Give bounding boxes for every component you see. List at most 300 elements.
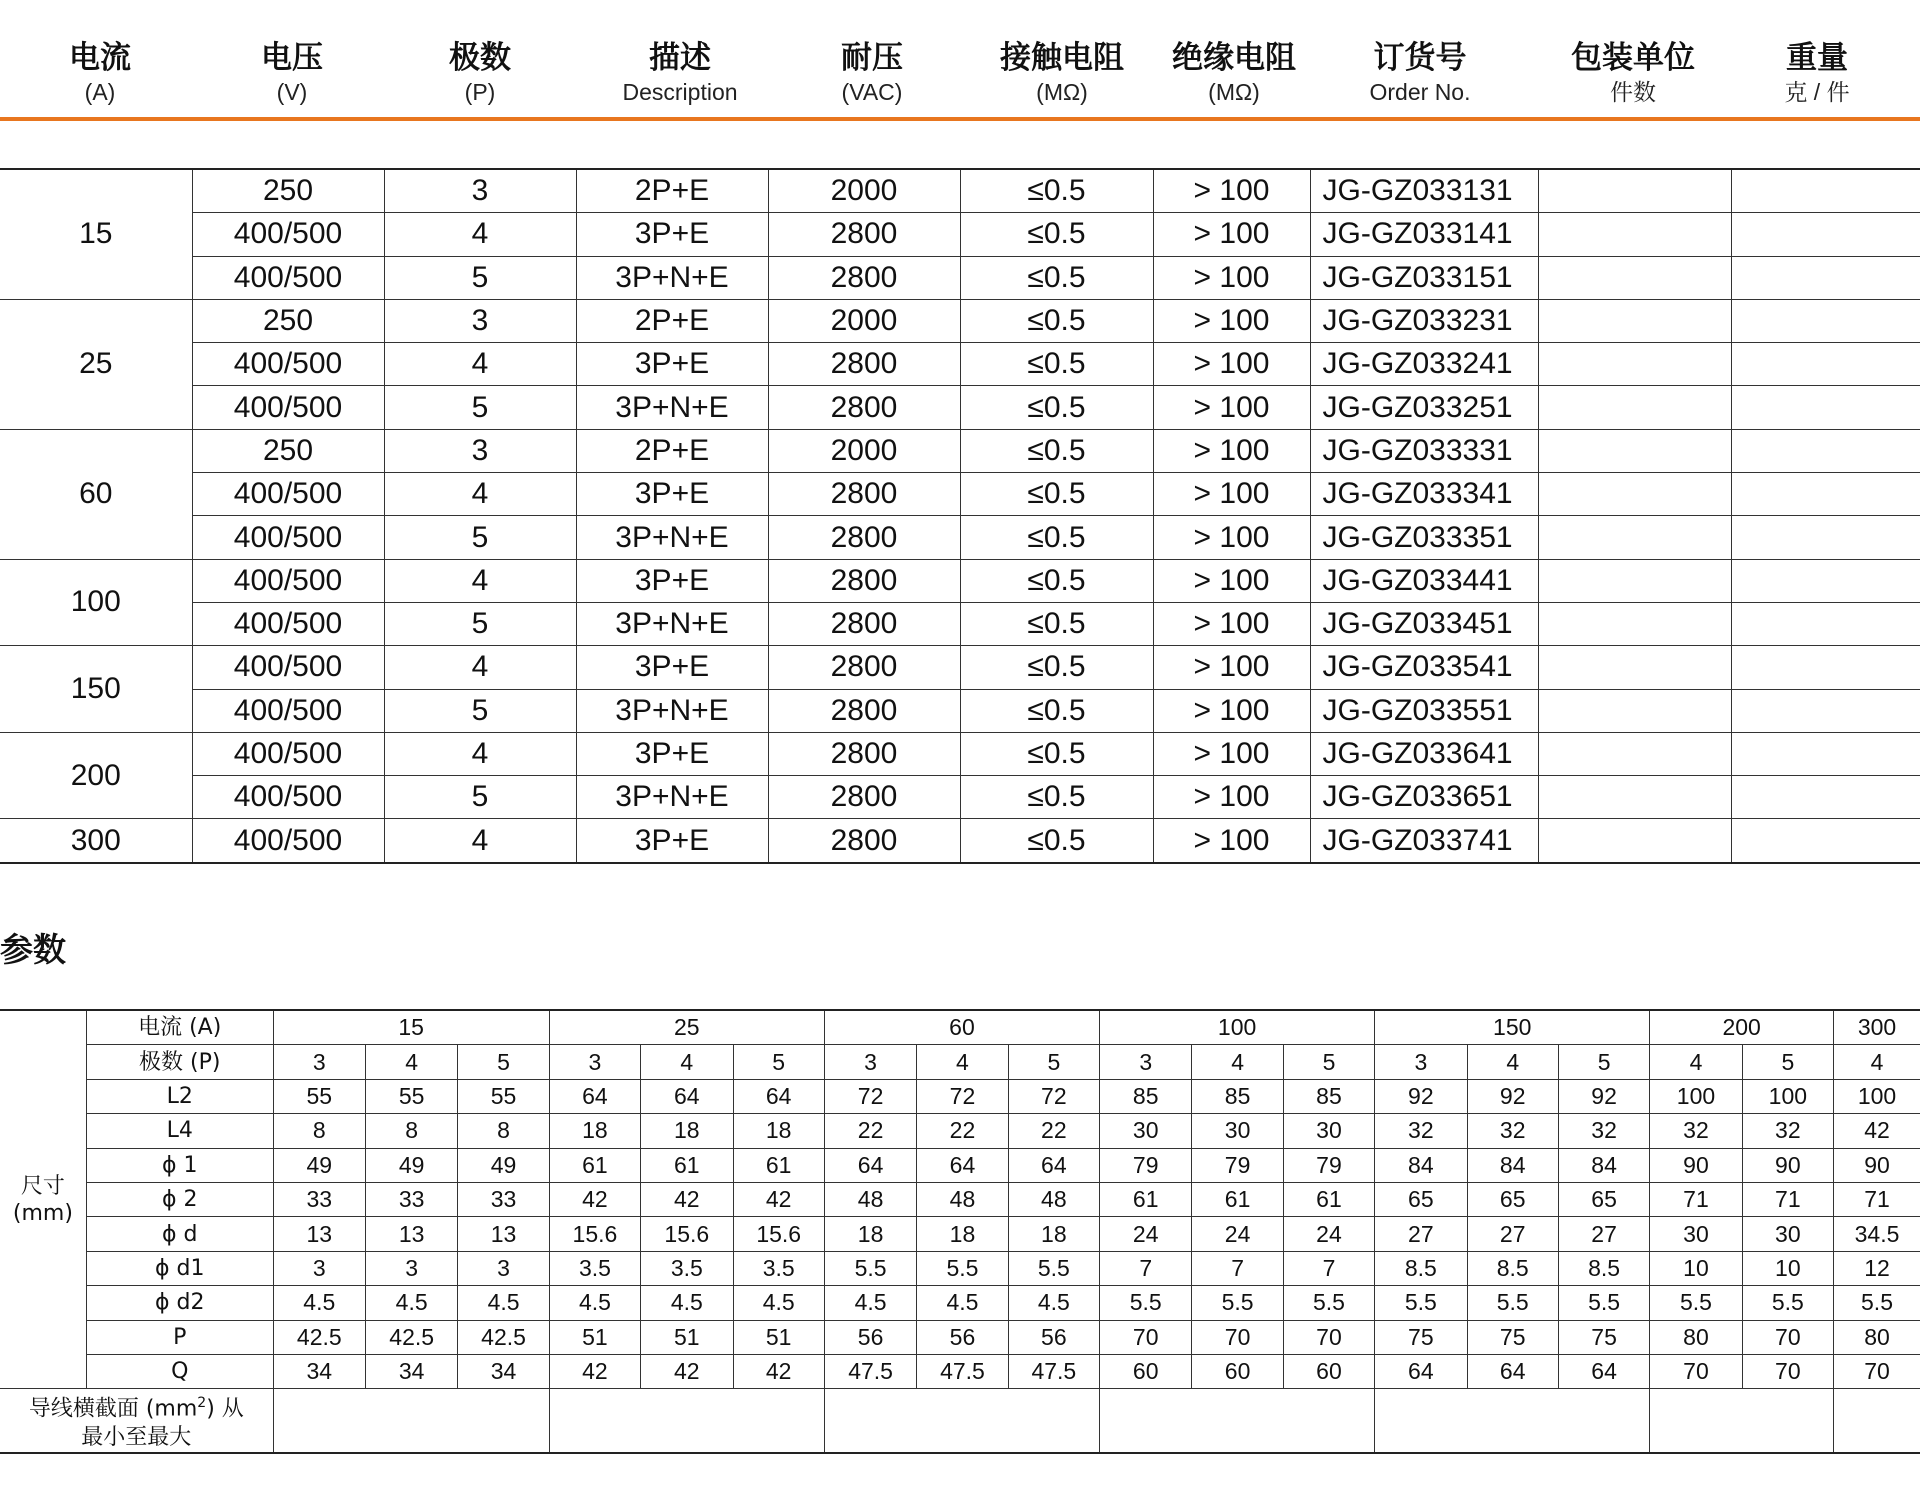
poles-cell: 4: [917, 1045, 1008, 1079]
param-value-cell: 8: [458, 1114, 549, 1148]
description-cell: 3P+N+E: [576, 602, 768, 645]
description-cell: 3P+N+E: [576, 516, 768, 559]
param-value-cell: 5.5: [824, 1251, 916, 1285]
param-value-cell: 5.5: [1100, 1286, 1192, 1320]
poles-cell: 5: [1558, 1045, 1649, 1079]
param-value-cell: 70: [1100, 1320, 1192, 1354]
withstand-cell: 2800: [768, 343, 960, 386]
contact-resistance-cell: ≤0.5: [960, 516, 1153, 559]
header-insulation-resistance: 绝缘电阻 (MΩ): [1172, 40, 1296, 105]
product-table: [0, 168, 1920, 864]
order-no-cell: JG-GZ033651: [1310, 776, 1538, 819]
param-value-cell: 13: [273, 1217, 365, 1251]
param-value-cell: 18: [549, 1114, 640, 1148]
weight-cell: [1731, 776, 1920, 819]
table-row: [0, 429, 1920, 472]
param-value-cell: 60: [1100, 1354, 1192, 1388]
param-value-cell: 4.5: [458, 1286, 549, 1320]
param-value-cell: 84: [1558, 1148, 1649, 1182]
param-value-cell: 24: [1192, 1217, 1283, 1251]
param-row-poles: [0, 1045, 1920, 1079]
weight-cell: [1731, 602, 1920, 645]
contact-resistance-cell: ≤0.5: [960, 819, 1153, 863]
poles-cell: 3: [1375, 1045, 1467, 1079]
weight-cell: [1731, 732, 1920, 775]
poles-cell: 4: [384, 646, 576, 689]
param-value-cell: 60: [1192, 1354, 1283, 1388]
voltage-cell: 400/500: [192, 473, 384, 516]
param-value-cell: 79: [1192, 1148, 1283, 1182]
pack-unit-cell: [1538, 256, 1731, 299]
wire-value-cell: [1834, 1389, 1920, 1453]
param-value-cell: 64: [917, 1148, 1008, 1182]
param-value-cell: 8.5: [1375, 1251, 1467, 1285]
param-value-cell: 7: [1192, 1251, 1283, 1285]
param-value-cell: 72: [917, 1079, 1008, 1113]
param-value-cell: 70: [1192, 1320, 1283, 1354]
poles-cell: 3: [273, 1045, 365, 1079]
param-value-cell: 5.5: [1008, 1251, 1099, 1285]
current-group-cell: 300: [1834, 1010, 1920, 1045]
table-row: [0, 819, 1920, 863]
withstand-cell: 2800: [768, 213, 960, 256]
param-value-cell: 12: [1834, 1251, 1920, 1285]
table-row: [0, 776, 1920, 819]
param-value-cell: 61: [641, 1148, 733, 1182]
parameter-table: [0, 1009, 1920, 1454]
withstand-cell: 2800: [768, 516, 960, 559]
param-value-cell: 30: [1100, 1114, 1192, 1148]
param-value-cell: 3.5: [733, 1251, 824, 1285]
param-value-cell: 5.5: [917, 1251, 1008, 1285]
wire-value-cell: [1100, 1389, 1375, 1453]
param-value-cell: 27: [1558, 1217, 1649, 1251]
wire-label-cell: [0, 1389, 273, 1453]
param-value-cell: 64: [549, 1079, 640, 1113]
param-label: ϕ d: [86, 1217, 273, 1251]
table-row: [0, 386, 1920, 429]
insulation-resistance-cell: > 100: [1153, 386, 1310, 429]
poles-cell: 4: [384, 213, 576, 256]
param-row: [0, 1079, 1920, 1113]
param-value-cell: 18: [917, 1217, 1008, 1251]
param-value-cell: 30: [1650, 1217, 1742, 1251]
param-value-cell: 5.5: [1650, 1286, 1742, 1320]
param-value-cell: 65: [1467, 1182, 1558, 1216]
param-value-cell: 70: [1283, 1320, 1374, 1354]
poles-cell: 3: [549, 1045, 640, 1079]
voltage-cell: 400/500: [192, 732, 384, 775]
param-value-cell: 10: [1650, 1251, 1742, 1285]
poles-cell: 5: [1008, 1045, 1099, 1079]
param-value-cell: 71: [1650, 1182, 1742, 1216]
param-row: [0, 1182, 1920, 1216]
description-cell: 2P+E: [576, 169, 768, 213]
voltage-cell: 400/500: [192, 689, 384, 732]
param-value-cell: 64: [1467, 1354, 1558, 1388]
contact-resistance-cell: ≤0.5: [960, 559, 1153, 602]
withstand-cell: 2800: [768, 473, 960, 516]
pack-unit-cell: [1538, 602, 1731, 645]
size-unit: (mm): [12, 1200, 73, 1226]
param-value-cell: 90: [1834, 1148, 1920, 1182]
param-value-cell: 30: [1192, 1114, 1283, 1148]
insulation-resistance-cell: > 100: [1153, 776, 1310, 819]
poles-cell: 5: [384, 386, 576, 429]
insulation-resistance-cell: > 100: [1153, 473, 1310, 516]
param-value-cell: 27: [1375, 1217, 1467, 1251]
order-no-cell: JG-GZ033551: [1310, 689, 1538, 732]
param-value-cell: 70: [1742, 1320, 1833, 1354]
param-value-cell: 79: [1283, 1148, 1374, 1182]
param-value-cell: 49: [273, 1148, 365, 1182]
param-value-cell: 70: [1742, 1354, 1833, 1388]
current-group-cell: 200: [1650, 1010, 1834, 1045]
wire-value-cell: [824, 1389, 1099, 1453]
header-withstand: 耐压 (VAC): [841, 40, 903, 105]
voltage-cell: 400/500: [192, 213, 384, 256]
param-row-wire: [0, 1389, 1920, 1453]
order-no-cell: JG-GZ033441: [1310, 559, 1538, 602]
current-group-cell: 60: [824, 1010, 1099, 1045]
param-value-cell: 18: [733, 1114, 824, 1148]
header-pack-unit: 包装单位 件数: [1571, 40, 1695, 105]
order-no-cell: JG-GZ033341: [1310, 473, 1538, 516]
param-value-cell: 33: [273, 1182, 365, 1216]
description-cell: 2P+E: [576, 429, 768, 472]
param-value-cell: 15.6: [733, 1217, 824, 1251]
table-row: [0, 299, 1920, 342]
table-row: [0, 732, 1920, 775]
contact-resistance-cell: ≤0.5: [960, 343, 1153, 386]
param-value-cell: 4.5: [733, 1286, 824, 1320]
table-row: [0, 689, 1920, 732]
poles-cell: 3: [824, 1045, 916, 1079]
pack-unit-cell: [1538, 169, 1731, 213]
order-no-cell: JG-GZ033641: [1310, 732, 1538, 775]
wire-label-text: 导线横截面 (mm: [28, 1396, 198, 1422]
param-value-cell: 75: [1375, 1320, 1467, 1354]
order-no-cell: JG-GZ033451: [1310, 602, 1538, 645]
param-value-cell: 42: [733, 1182, 824, 1216]
param-value-cell: 30: [1742, 1217, 1833, 1251]
param-value-cell: 92: [1467, 1079, 1558, 1113]
param-value-cell: 48: [824, 1182, 916, 1216]
withstand-cell: 2000: [768, 169, 960, 213]
weight-cell: [1731, 213, 1920, 256]
param-value-cell: 32: [1650, 1114, 1742, 1148]
param-value-cell: 4.5: [1008, 1286, 1099, 1320]
table-header: [0, 0, 1920, 118]
poles-cell: 4: [641, 1045, 733, 1079]
param-value-cell: 42: [549, 1354, 640, 1388]
insulation-resistance-cell: > 100: [1153, 429, 1310, 472]
insulation-resistance-cell: > 100: [1153, 732, 1310, 775]
pack-unit-cell: [1538, 473, 1731, 516]
description-cell: 3P+E: [576, 343, 768, 386]
poles-cell: 5: [384, 602, 576, 645]
order-no-cell: JG-GZ033351: [1310, 516, 1538, 559]
poles-cell: 3: [384, 299, 576, 342]
contact-resistance-cell: ≤0.5: [960, 689, 1153, 732]
param-value-cell: 90: [1650, 1148, 1742, 1182]
poles-cell: 5: [384, 516, 576, 559]
poles-cell: 4: [384, 343, 576, 386]
param-value-cell: 18: [824, 1217, 916, 1251]
pack-unit-cell: [1538, 559, 1731, 602]
param-value-cell: 42: [641, 1182, 733, 1216]
weight-cell: [1731, 343, 1920, 386]
param-value-cell: 33: [458, 1182, 549, 1216]
insulation-resistance-cell: > 100: [1153, 819, 1310, 863]
poles-cell: 5: [384, 689, 576, 732]
param-value-cell: 5.5: [1283, 1286, 1374, 1320]
param-value-cell: 75: [1467, 1320, 1558, 1354]
param-value-cell: 3.5: [549, 1251, 640, 1285]
param-value-cell: 61: [1283, 1182, 1374, 1216]
param-label: ϕ 1: [86, 1148, 273, 1182]
param-value-cell: 42: [1834, 1114, 1920, 1148]
param-value-cell: 85: [1283, 1079, 1374, 1113]
insulation-resistance-cell: > 100: [1153, 516, 1310, 559]
table-row: [0, 646, 1920, 689]
contact-resistance-cell: ≤0.5: [960, 256, 1153, 299]
wire-value-cell: [1650, 1389, 1834, 1453]
param-value-cell: 3: [273, 1251, 365, 1285]
param-label: ϕ d1: [86, 1251, 273, 1285]
table-row: [0, 343, 1920, 386]
voltage-cell: 400/500: [192, 256, 384, 299]
current-group-cell: 15: [273, 1010, 549, 1045]
poles-cell: 4: [384, 559, 576, 602]
param-value-cell: 75: [1558, 1320, 1649, 1354]
param-label: L2: [86, 1079, 273, 1113]
param-value-cell: 34.5: [1834, 1217, 1920, 1251]
param-value-cell: 61: [733, 1148, 824, 1182]
pack-unit-cell: [1538, 689, 1731, 732]
param-value-cell: 92: [1558, 1079, 1649, 1113]
param-value-cell: 85: [1100, 1079, 1192, 1113]
voltage-cell: 400/500: [192, 646, 384, 689]
header-poles: 极数 (P): [449, 40, 511, 105]
param-label: Q: [86, 1354, 273, 1388]
weight-cell: [1731, 819, 1920, 863]
param-value-cell: 85: [1192, 1079, 1283, 1113]
weight-cell: [1731, 689, 1920, 732]
current-group-cell: 100: [1100, 1010, 1375, 1045]
param-value-cell: 72: [1008, 1079, 1099, 1113]
param-value-cell: 4.5: [273, 1286, 365, 1320]
param-value-cell: 64: [733, 1079, 824, 1113]
param-value-cell: 24: [1100, 1217, 1192, 1251]
insulation-resistance-cell: > 100: [1153, 559, 1310, 602]
order-no-cell: JG-GZ033541: [1310, 646, 1538, 689]
param-value-cell: 42: [549, 1182, 640, 1216]
param-value-cell: 4.5: [365, 1286, 457, 1320]
param-value-cell: 65: [1375, 1182, 1467, 1216]
param-value-cell: 71: [1742, 1182, 1833, 1216]
voltage-cell: 250: [192, 429, 384, 472]
wire-value-cell: [1375, 1389, 1650, 1453]
withstand-cell: 2800: [768, 559, 960, 602]
param-value-cell: 61: [1100, 1182, 1192, 1216]
header-current: 电流 (A): [69, 40, 131, 105]
param-value-cell: 64: [1008, 1148, 1099, 1182]
table-row: [0, 516, 1920, 559]
poles-cell: 3: [1100, 1045, 1192, 1079]
contact-resistance-cell: ≤0.5: [960, 732, 1153, 775]
param-value-cell: 92: [1375, 1079, 1467, 1113]
pack-unit-cell: [1538, 299, 1731, 342]
param-value-cell: 32: [1375, 1114, 1467, 1148]
weight-cell: [1731, 473, 1920, 516]
param-value-cell: 84: [1375, 1148, 1467, 1182]
contact-resistance-cell: ≤0.5: [960, 602, 1153, 645]
withstand-cell: 2800: [768, 689, 960, 732]
contact-resistance-cell: ≤0.5: [960, 429, 1153, 472]
param-row: [0, 1286, 1920, 1320]
param-value-cell: 47.5: [1008, 1354, 1099, 1388]
pack-unit-cell: [1538, 516, 1731, 559]
withstand-cell: 2800: [768, 602, 960, 645]
voltage-cell: 250: [192, 299, 384, 342]
param-value-cell: 47.5: [917, 1354, 1008, 1388]
pack-unit-cell: [1538, 646, 1731, 689]
param-label: L4: [86, 1114, 273, 1148]
poles-cell: 5: [458, 1045, 549, 1079]
param-value-cell: 7: [1283, 1251, 1374, 1285]
description-cell: 3P+N+E: [576, 689, 768, 732]
param-value-cell: 84: [1467, 1148, 1558, 1182]
contact-resistance-cell: ≤0.5: [960, 646, 1153, 689]
section-title: 参数: [0, 930, 66, 969]
param-value-cell: 3: [365, 1251, 457, 1285]
param-label: 电流 (A): [86, 1010, 273, 1045]
param-value-cell: 27: [1467, 1217, 1558, 1251]
param-row: [0, 1148, 1920, 1182]
weight-cell: [1731, 516, 1920, 559]
param-value-cell: 64: [1375, 1354, 1467, 1388]
param-row: [0, 1354, 1920, 1388]
poles-cell: 3: [384, 169, 576, 213]
weight-cell: [1731, 256, 1920, 299]
table-row: [0, 256, 1920, 299]
insulation-resistance-cell: > 100: [1153, 646, 1310, 689]
param-row: [0, 1320, 1920, 1354]
param-value-cell: 22: [1008, 1114, 1099, 1148]
param-value-cell: 42.5: [458, 1320, 549, 1354]
param-value-cell: 64: [641, 1079, 733, 1113]
param-value-cell: 51: [549, 1320, 640, 1354]
pack-unit-cell: [1538, 343, 1731, 386]
insulation-resistance-cell: > 100: [1153, 213, 1310, 256]
param-value-cell: 5.5: [1742, 1286, 1833, 1320]
withstand-cell: 2800: [768, 256, 960, 299]
param-value-cell: 51: [641, 1320, 733, 1354]
withstand-cell: 2800: [768, 776, 960, 819]
description-cell: 3P+E: [576, 559, 768, 602]
pack-unit-cell: [1538, 429, 1731, 472]
insulation-resistance-cell: > 100: [1153, 343, 1310, 386]
header-contact-resistance: 接触电阻 (MΩ): [1000, 40, 1124, 105]
param-value-cell: 5.5: [1834, 1286, 1920, 1320]
current-cell: 100: [0, 559, 192, 646]
param-value-cell: 3.5: [641, 1251, 733, 1285]
description-cell: 3P+E: [576, 732, 768, 775]
param-value-cell: 65: [1558, 1182, 1649, 1216]
table-row: [0, 602, 1920, 645]
header-voltage: 电压 (V): [261, 40, 323, 105]
param-value-cell: 4.5: [641, 1286, 733, 1320]
param-value-cell: 32: [1558, 1114, 1649, 1148]
withstand-cell: 2800: [768, 819, 960, 863]
voltage-cell: 400/500: [192, 559, 384, 602]
param-value-cell: 61: [1192, 1182, 1283, 1216]
contact-resistance-cell: ≤0.5: [960, 169, 1153, 213]
weight-cell: [1731, 429, 1920, 472]
voltage-cell: 400/500: [192, 819, 384, 863]
param-value-cell: 47.5: [824, 1354, 916, 1388]
contact-resistance-cell: ≤0.5: [960, 213, 1153, 256]
param-value-cell: 15.6: [641, 1217, 733, 1251]
weight-cell: [1731, 386, 1920, 429]
param-value-cell: 80: [1650, 1320, 1742, 1354]
order-no-cell: JG-GZ033241: [1310, 343, 1538, 386]
wire-label-line1: [0, 1389, 273, 1423]
poles-cell: 5: [1283, 1045, 1374, 1079]
param-value-cell: 8: [365, 1114, 457, 1148]
param-value-cell: 71: [1834, 1182, 1920, 1216]
param-value-cell: 70: [1834, 1354, 1920, 1388]
param-value-cell: 72: [824, 1079, 916, 1113]
wire-label-text-end: ) 从: [206, 1396, 244, 1422]
param-value-cell: 5.5: [1558, 1286, 1649, 1320]
pack-unit-cell: [1538, 776, 1731, 819]
order-no-cell: JG-GZ033331: [1310, 429, 1538, 472]
param-value-cell: 34: [458, 1354, 549, 1388]
param-label: ϕ 2: [86, 1182, 273, 1216]
contact-resistance-cell: ≤0.5: [960, 776, 1153, 819]
param-row: [0, 1251, 1920, 1285]
header-weight: 重量 克 / 件: [1784, 40, 1850, 105]
contact-resistance-cell: ≤0.5: [960, 473, 1153, 516]
header-description: 描述 Description: [622, 40, 738, 105]
param-value-cell: 100: [1742, 1079, 1833, 1113]
param-value-cell: 64: [824, 1148, 916, 1182]
param-value-cell: 10: [1742, 1251, 1833, 1285]
param-value-cell: 55: [273, 1079, 365, 1113]
current-cell: 150: [0, 646, 192, 733]
param-row-current: [0, 1010, 1920, 1045]
description-cell: 3P+N+E: [576, 256, 768, 299]
param-value-cell: 56: [1008, 1320, 1099, 1354]
poles-cell: 3: [384, 429, 576, 472]
param-value-cell: 13: [365, 1217, 457, 1251]
param-value-cell: 34: [365, 1354, 457, 1388]
pack-unit-cell: [1538, 213, 1731, 256]
size-label: 尺寸: [20, 1173, 65, 1199]
size-label-cell: [0, 1010, 86, 1389]
table-row: [0, 169, 1920, 213]
table-row: [0, 559, 1920, 602]
poles-cell: 4: [384, 819, 576, 863]
insulation-resistance-cell: > 100: [1153, 299, 1310, 342]
param-label: ϕ d2: [86, 1286, 273, 1320]
wire-label-superscript: 2: [197, 1395, 207, 1412]
description-cell: 2P+E: [576, 299, 768, 342]
voltage-cell: 400/500: [192, 776, 384, 819]
param-value-cell: 42: [641, 1354, 733, 1388]
